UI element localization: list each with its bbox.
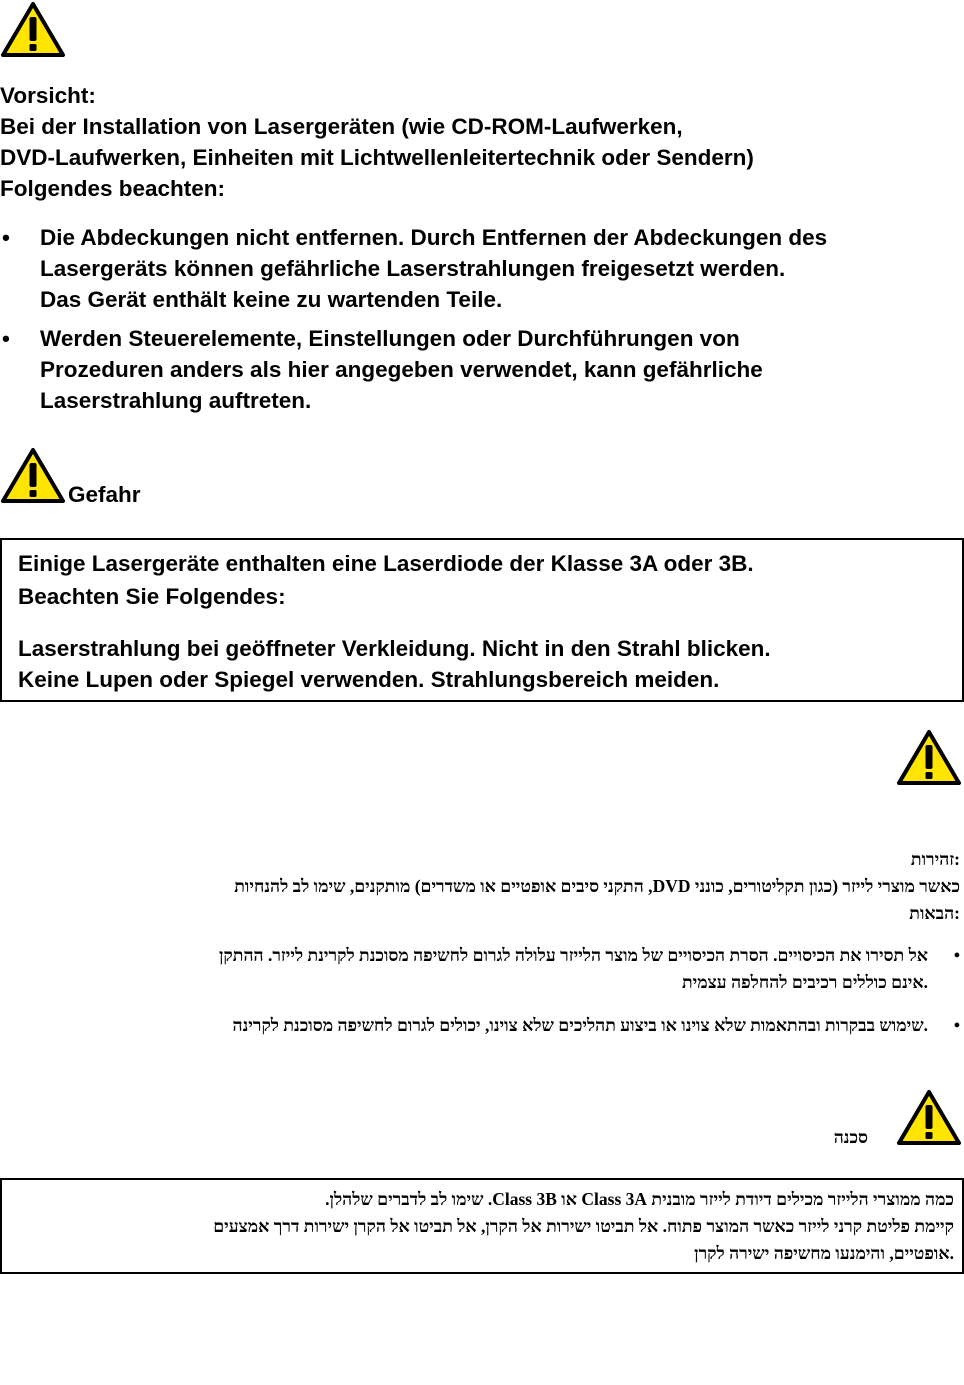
- bullet-symbol: •: [953, 945, 960, 965]
- caution-line: DVD-Laufwerken, Einheiten mit Lichtwellenleitertechnik oder Sendern): [0, 145, 754, 170]
- warning-triangle-icon: [0, 446, 66, 504]
- danger-box: [0, 538, 964, 702]
- hebrew-danger-box-line: קיימת פליטת קרני לייזר כאשר המוצר פתוח. אל תביטו ישירות אל הקרן, אל תביטו אל הקרן ישירות דרך אמצעים: [213, 1216, 954, 1236]
- bullet-symbol: •: [953, 1015, 960, 1035]
- bullet-line: Laserstrahlung auftreten.: [40, 388, 312, 413]
- hebrew-bullet-line: .אינם כוללים רכיבים להחלפה עצמית: [682, 972, 928, 992]
- bullet-line: Das Gerät enthält keine zu wartenden Teile.: [40, 287, 503, 312]
- warning-triangle-icon: [0, 0, 66, 58]
- warning-triangle-icon: [896, 728, 962, 786]
- danger-label: Gefahr: [68, 482, 141, 507]
- caution-line: Bei der Installation von Lasergeräten (wie CD-ROM-Laufwerken,: [0, 114, 683, 139]
- bullet-line: Werden Steuerelemente, Einstellungen oder Durchführungen von: [40, 326, 740, 351]
- hebrew-danger-box-line: כמה ממוצרי הלייזר מכילים דיודת לייזר מובנית Class 3A או Class 3B. שימו לב לדברים שלהלן.: [325, 1189, 954, 1209]
- hebrew-danger-box-line: .אופטיים, והימנעו מחשיפה ישירה לקרן: [694, 1243, 954, 1263]
- hebrew-caution-line: כאשר מוצרי לייזר (כגון תקליטורים, כונני DVD, התקני סיבים אופטיים או משדרים) מותקנים, שימו לב להנחיות: [234, 876, 960, 896]
- hebrew-danger-label: סכנה: [833, 1127, 868, 1147]
- hebrew-caution-heading: :זהירות: [910, 849, 960, 869]
- bullet-line: Die Abdeckungen nicht entfernen. Durch Entfernen der Abdeckungen des: [40, 225, 828, 250]
- list-item: [0, 222, 964, 318]
- danger-box-line: Laserstrahlung bei geöffneter Verkleidung. Nicht in den Strahl blicken.: [18, 636, 771, 661]
- hebrew-bullet-line: אל תסירו את הכיסויים. הסרת הכיסויים של מוצר הלייזר עלולה לגרום לחשיפה מסוכנת לקרינת לייזר. ההתקן: [218, 945, 928, 965]
- list-item: [0, 323, 964, 419]
- danger-box-line: Einige Lasergeräte enthalten eine Laserdiode der Klasse 3A oder 3B.: [18, 551, 754, 576]
- caution-line: Folgendes beachten:: [0, 176, 226, 201]
- bullet-line: Lasergeräts können gefährliche Laserstrahlungen freigesetzt werden.: [40, 256, 786, 281]
- bullet-symbol: •: [2, 326, 10, 351]
- danger-box-line: Keine Lupen oder Spiegel verwenden. Strahlungsbereich meiden.: [18, 667, 720, 692]
- hebrew-danger-box: [0, 1178, 964, 1274]
- bullet-line: Prozeduren anders als hier angegeben verwendet, kann gefährliche: [40, 357, 763, 382]
- hebrew-bullet-line: .שימוש בבקרות ובהתאמות שלא צוינו או ביצוע תהליכים שלא צוינו, יכולים לגרום לחשיפה מסוכנת לקרינה: [232, 1015, 928, 1035]
- hebrew-caution-line: :הבאות: [909, 903, 960, 923]
- caution-heading: Vorsicht:: [0, 83, 96, 108]
- danger-box-line: Beachten Sie Folgendes:: [18, 584, 286, 609]
- warning-triangle-icon: [896, 1088, 962, 1146]
- bullet-symbol: •: [2, 225, 10, 250]
